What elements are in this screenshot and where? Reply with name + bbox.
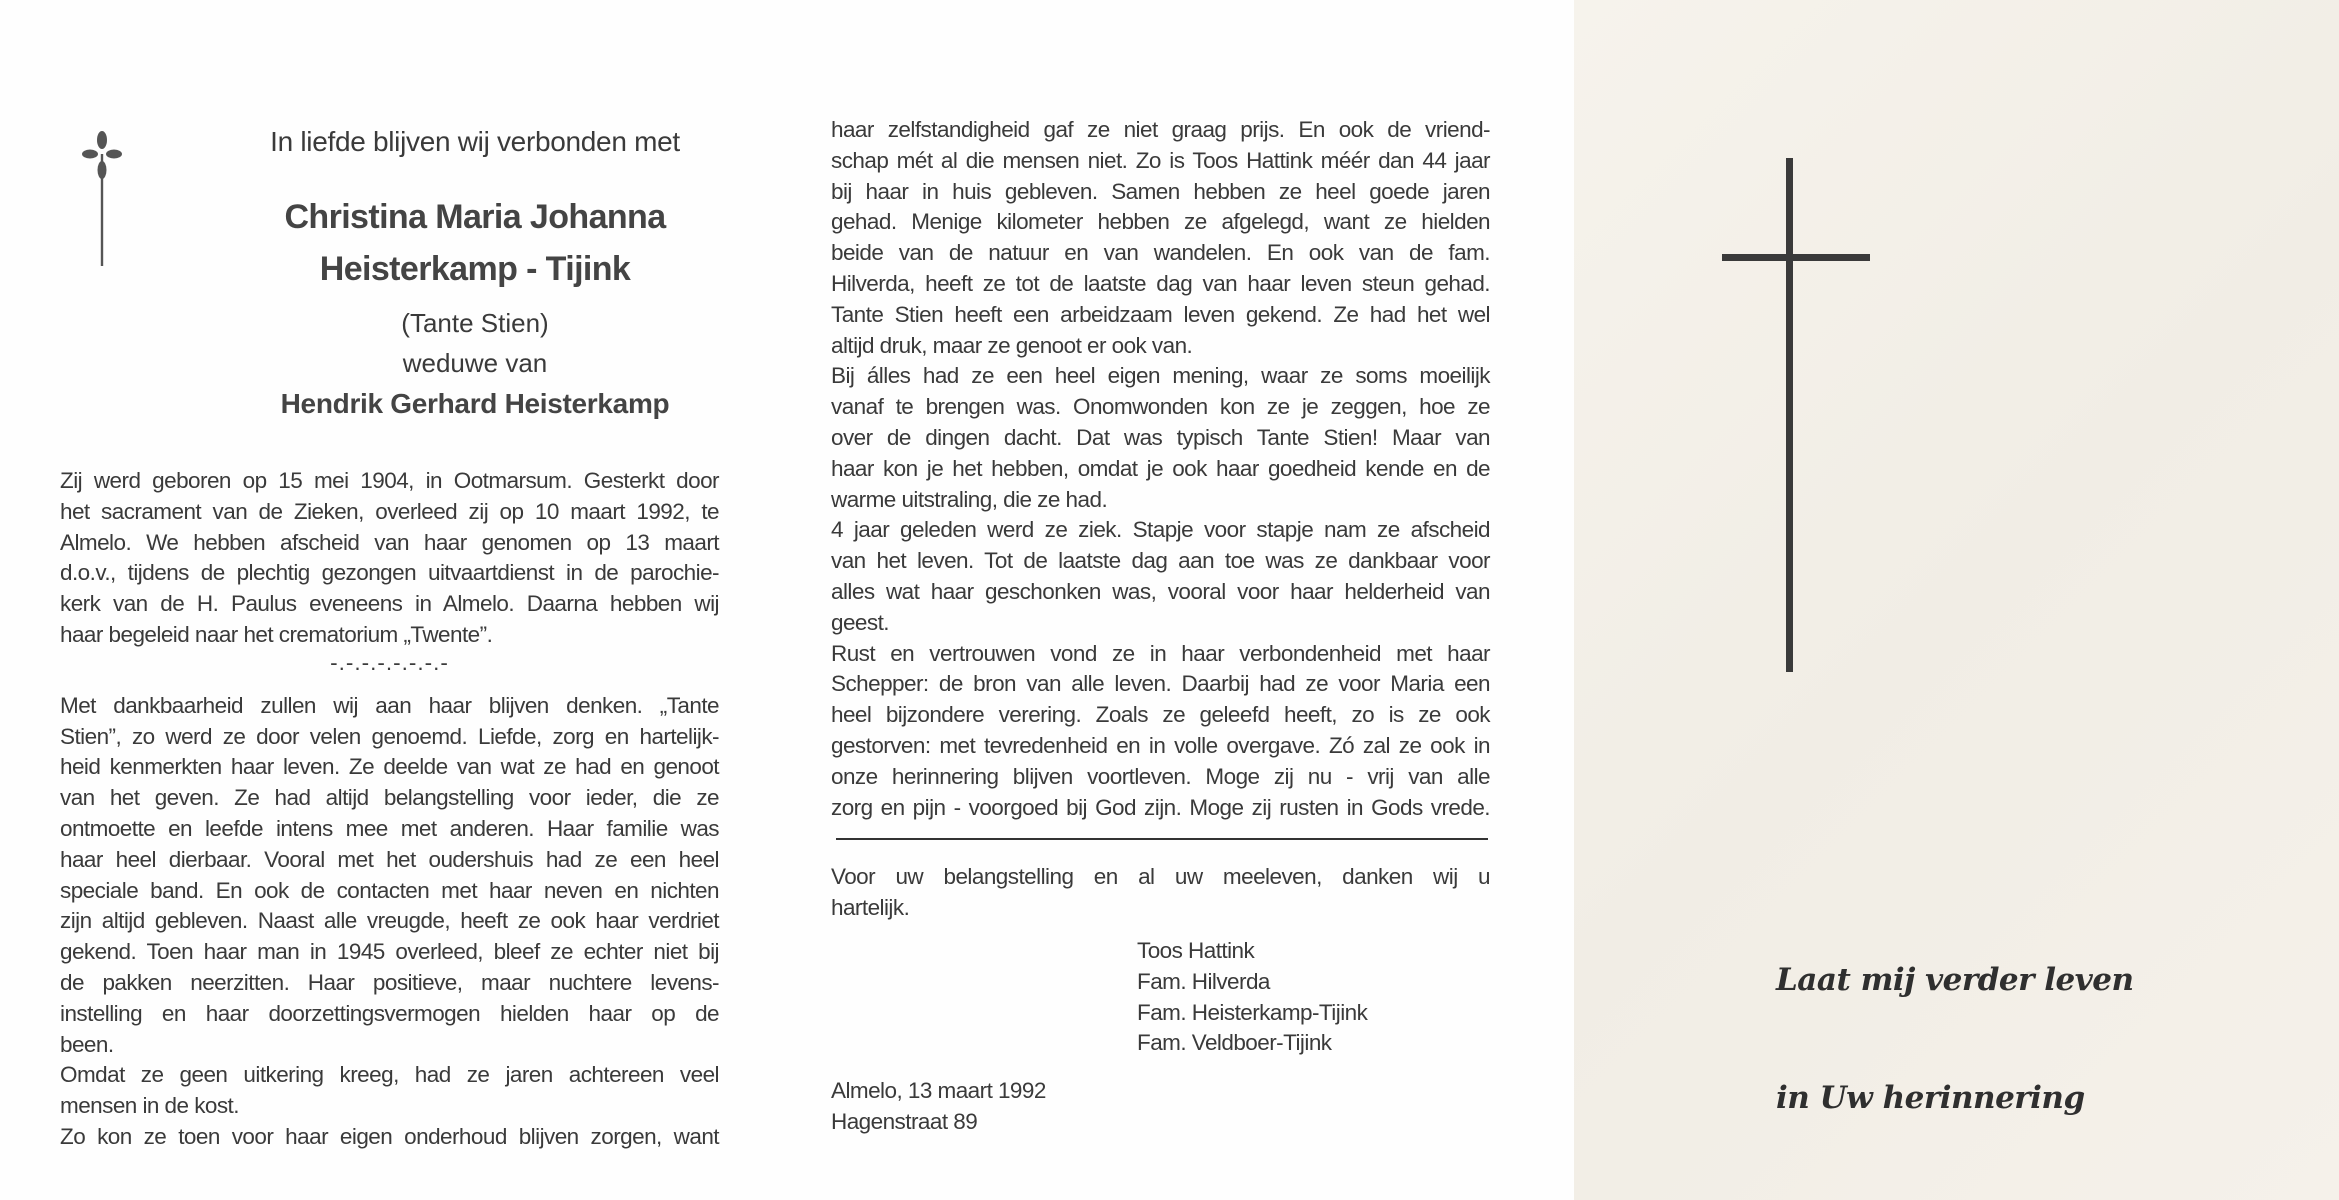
text-line: zorg en pijn - voorgoed bij God zijn. Moge zij rusten in Gods vrede.: [831, 794, 1490, 820]
text-line: mensen in de kost.: [60, 1093, 239, 1119]
left-column: [60, 466, 719, 1153]
intro-heading: In liefde blijven wij verbonden met: [270, 126, 680, 157]
verse-line-1: Laat mij verder leven: [1776, 962, 2134, 998]
place-date: Almelo, 13 maart 1992: [831, 1078, 1046, 1103]
signatory: Toos Hattink: [1137, 938, 1255, 963]
text-line: gehad. Menige kilometer hebben ze afgelegd, want ze hielden: [831, 209, 1490, 235]
card-back-panel: [1574, 0, 2339, 1200]
signatory: Fam. Hilverda: [1137, 968, 1270, 994]
text-line: Omdat ze geen uitkering kreeg, had ze jaren achtereen veel: [60, 1062, 719, 1088]
deceased-name-line2: Heisterkamp - Tijink: [319, 250, 631, 288]
text-line: schap mét al die mensen niet. Zo is Toos Hattink méér dan 44 jaar: [831, 147, 1490, 173]
text-line: d.o.v., tijdens de plechtig gezongen uitvaartdienst in de parochie-: [60, 560, 719, 586]
section-divider: -.-.-.-.-.-.-.-: [330, 649, 449, 675]
text-line: altijd druk, maar ze genoot er ook van.: [831, 332, 1193, 358]
text-line: geest.: [831, 609, 889, 635]
text-line: haar zelfstandigheid gaf ze niet graag prijs. En ook de vriend-: [831, 117, 1490, 142]
paragraph: [60, 691, 719, 1061]
text-line: kerk van de H. Paulus eveneens in Almelo. Daarna hebben wij: [60, 591, 719, 617]
paragraph: [831, 862, 1490, 924]
text-line: haar kon je het hebben, omdat je ook haar goedheid kende en de: [831, 455, 1490, 481]
text-line: alles wat haar geschonken was, vooral voor haar helderheid van: [831, 578, 1490, 604]
text-line: Stien”, zo werd ze door velen genoemd. Liefde, zorg en hartelijk-: [60, 723, 719, 749]
text-line: Voor uw belangstelling en al uw meeleven, danken wij u: [831, 864, 1490, 889]
floral-cross-icon: [82, 128, 122, 270]
middle-column: [831, 115, 1490, 823]
place-and-address: [831, 1076, 1231, 1138]
text-line: gekend. Toen haar man in 1945 overleed, bleef ze echter niet bij: [60, 939, 719, 965]
text-line: hartelijk.: [831, 894, 910, 920]
widow-of-label: weduwe van: [402, 348, 548, 378]
paragraph: [831, 115, 1490, 361]
text-line: vanaf te brengen was. Onomwonden kon ze je zeggen, hoe ze: [831, 394, 1490, 420]
text-line: Rust en vertrouwen vond ze in haar verbondenheid met haar: [831, 640, 1490, 666]
text-line: haar begeleid naar het crematorium „Twente”.: [60, 621, 493, 647]
verse-line-2: in Uw herinnering: [1776, 1080, 2085, 1116]
text-line: over de dingen dacht. Dat was typisch Tante Stien! Maar van: [831, 424, 1490, 450]
text-line: heid kenmerkten haar leven. Ze deelde van wat ze had en genoot: [60, 754, 719, 780]
text-line: onze herinnering blijven voortleven. Moge zij nu - vrij van alle: [831, 763, 1490, 789]
text-line: been.: [60, 1031, 114, 1057]
text-line: Almelo. We hebben afscheid van haar genomen op 13 maart: [60, 529, 719, 555]
paragraph: [831, 639, 1490, 824]
paragraph: [831, 515, 1490, 638]
text-line: speciale band. En ook de contacten met haar neven en nichten: [60, 877, 719, 903]
text-line: Bij álles had ze een heel eigen mening, waar ze soms moeilijk: [831, 363, 1490, 389]
text-line: van het geven. Ze had altijd belangstelling voor ieder, die ze: [60, 785, 719, 811]
address: Hagenstraat 89: [831, 1108, 978, 1134]
paragraph: [60, 1122, 719, 1153]
husband-name: Hendrik Gerhard Heisterkamp: [280, 388, 670, 419]
text-line: Met dankbaarheid zullen wij aan haar blijven denken. „Tante: [60, 692, 719, 718]
text-line: heel bijzondere verering. Zoals ze geleefd heeft, zo is ze ook: [831, 702, 1490, 728]
text-line: haar heel dierbaar. Vooral met het oudershuis had ze een heel: [60, 846, 719, 872]
deceased-name-line1: Christina Maria Johanna: [284, 198, 666, 236]
nickname: (Tante Stien): [401, 308, 549, 338]
text-line: ontmoette en leefde intens mee met anderen. Haar familie was: [60, 815, 719, 841]
text-line: Zo kon ze toen voor haar eigen onderhoud blijven zorgen, want: [60, 1123, 719, 1149]
signatory: Fam. Veldboer-Tijink: [1137, 1030, 1332, 1056]
text-line: Zij werd geboren op 15 mei 1904, in Ootmarsum. Gesterkt door: [60, 468, 719, 493]
text-line: Hilverda, heeft ze tot de laatste dag van haar leven steun gehad.: [831, 270, 1490, 296]
text-line: beide van de natuur en van wandelen. En ook van de fam.: [831, 240, 1490, 266]
paragraph: [831, 361, 1490, 515]
text-line: Tante Stien heeft een arbeidzaam leven gekend. Ze had het wel: [831, 301, 1490, 327]
text-line: gestorven: met tevredenheid en in volle overgave. Zó zal ze ook in: [831, 732, 1490, 758]
paragraph: [60, 466, 719, 651]
text-line: Schepper: de bron van alle leven. Daarbij had ze voor Maria een: [831, 671, 1490, 697]
text-line: zijn altijd gebleven. Naast alle vreugde, heeft ze ook haar verdriet: [60, 908, 719, 934]
signatory: Fam. Heisterkamp-Tijink: [1137, 999, 1368, 1025]
signatories: [1137, 936, 1537, 1059]
thanks-text: [831, 862, 1490, 924]
latin-cross-icon: [1720, 158, 1872, 674]
text-line: warme uitstraling, die ze had.: [831, 486, 1108, 512]
text-line: de pakken neerzitten. Haar positieve, maar nuchtere levens-: [60, 969, 719, 995]
paragraph: [60, 1060, 719, 1122]
horizontal-rule: [836, 838, 1488, 840]
text-line: instelling en haar doorzettingsvermogen hielden haar op de: [60, 1000, 719, 1026]
text-line: 4 jaar geleden werd ze ziek. Stapje voor stapje nam ze afscheid: [831, 517, 1490, 543]
text-line: van het leven. Tot de laatste dag aan toe was ze dankbaar voor: [831, 548, 1490, 574]
text-line: bij haar in huis gebleven. Samen hebben ze heel goede jaren: [831, 178, 1490, 204]
text-line: het sacrament van de Zieken, overleed zij op 10 maart 1992, te: [60, 498, 719, 524]
